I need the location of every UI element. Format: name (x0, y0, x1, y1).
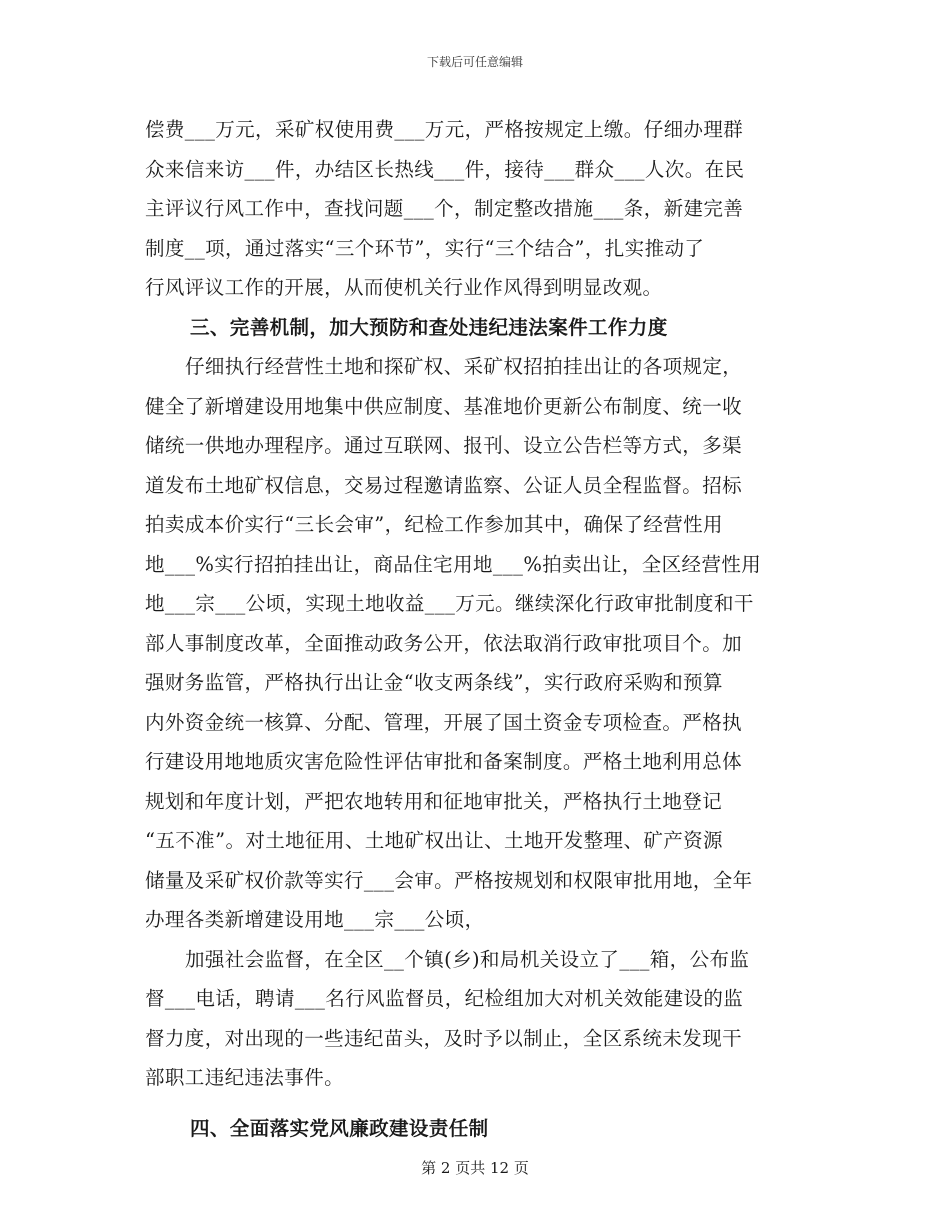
paragraph-social-supervision (145, 940, 815, 1098)
text-line: 储量及采矿权价款等实行___会审。严格按规划和权限审批用地，全年 (145, 868, 753, 892)
section-heading-4: 四、全面落实党风廉政建设责任制 (190, 1116, 489, 1140)
text-line: 拍卖成本价实行“三长会审”，纪检工作参加其中，确保了经营性用 (145, 513, 723, 536)
text-line: 地___%实行招拍挂出让，商品住宅用地___%拍卖出让，全区经营性用 (145, 552, 762, 576)
text-line: 储统一供地办理程序。通过互联网、报刊、设立公告栏等方式，多渠 (145, 434, 743, 457)
text-line: 规划和年度计划，严把农地转用和征地审批关，严格执行土地登记 (145, 789, 723, 813)
text-line: 健全了新增建设用地集中供应制度、基准地价更新公布制度、统一收 (145, 394, 743, 418)
text-line: 部职工违纪违法事件。 (145, 1066, 345, 1089)
text-line: 行风评议工作的开展，从而使机关行业作风得到明显改观。 (145, 276, 663, 299)
section-heading-3: 三、完善机制，加大预防和查处违纪违法案件工作力度 (190, 315, 668, 339)
text-line: “五不准”。对土地征用、土地矿权出让、土地开发整理、矿产资源 (145, 829, 723, 852)
text-line: 主评议行风工作中，查找问题___个，制定整改措施___条，新建完善 (145, 197, 744, 220)
text-line: 督___电话，聘请___名行风监督员，纪检组加大对机关效能建设的监 (145, 987, 744, 1010)
text-line: 偿费___万元，采矿权使用费___万元，严格按规定上缴。仔细办理群 (145, 118, 744, 141)
text-line: 办理各类新增建设用地___宗___公顷， (145, 908, 485, 931)
text-line: 部人事制度改革，全面推动政务公开，依法取消行政审批项目个。加 (145, 631, 743, 655)
text-line: 行建设用地地质灾害危险性评估审批和备案制度。严格土地利用总体 (145, 750, 743, 773)
page-number-footer: 第 2 页共 12 页 (421, 1159, 529, 1177)
header-note: 下载后可任意编辑 (426, 55, 523, 69)
text-line: 加强社会监督，在全区__个镇(乡)和局机关设立了___箱，公布监 (185, 947, 750, 971)
text-line: 内外资金统一核算、分配、管理，开展了国土资金专项检查。严格执 (145, 710, 743, 734)
text-line: 仔细执行经营性土地和探矿权、采矿权招拍挂出让的各项规定， (185, 355, 743, 378)
text-line: 督力度，对出现的一些违纪苗头，及时予以制止，全区系统未发现干 (145, 1026, 743, 1050)
paragraph-continued (145, 110, 815, 308)
document-body (145, 110, 815, 1148)
text-line: 众来信来访___件，办结区长热线___件，接待___群众___人次。在民 (145, 157, 745, 181)
text-line: 强财务监管，严格执行出让金“收支两条线”，实行政府采购和预算 (145, 671, 723, 694)
text-line: 道发布土地矿权信息，交易过程邀请监察、公证人员全程监督。招标 (145, 473, 743, 497)
text-line: 制度__项，通过落实“三个环节”，实行“三个结合”，扎实推动了 (145, 236, 705, 260)
paragraph-land-rules (145, 347, 815, 940)
text-line: 地___宗___公顷，实现土地收益___万元。继续深化行政审批制度和干 (145, 592, 754, 615)
